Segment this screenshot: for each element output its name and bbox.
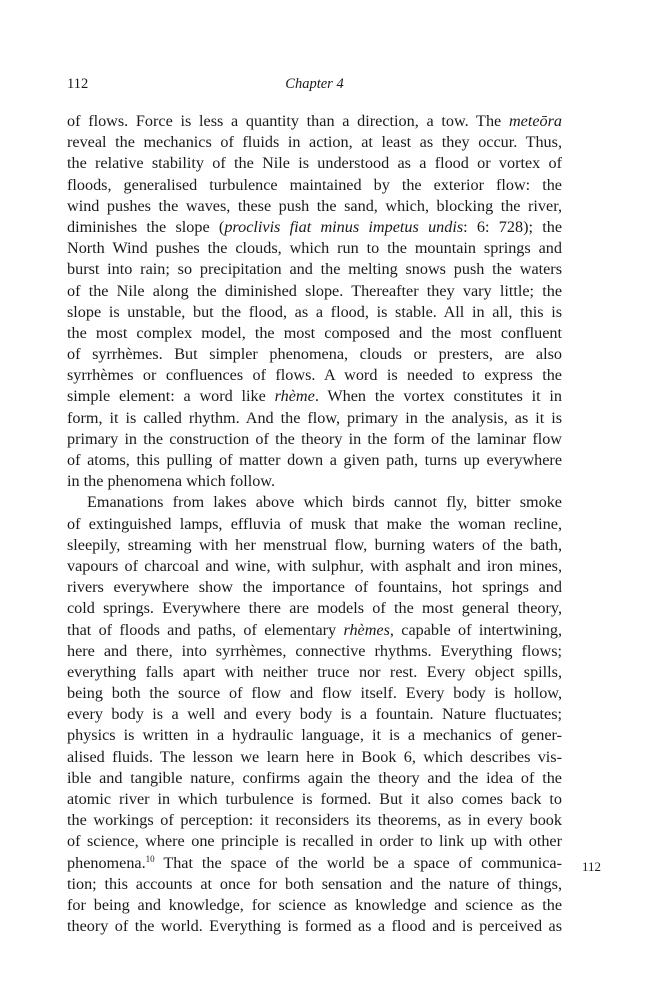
text-run: atomic river in which turbulence is formed. But it also comes back to	[67, 790, 562, 808]
text-line	[67, 641, 562, 662]
text-line	[67, 111, 562, 132]
text-line	[67, 259, 562, 280]
text-run: here and there, into syrrhèmes, connective rhythms. Everything flows;	[67, 641, 562, 660]
text-run: wind pushes the waves, these push the sand, which, blocking the river,	[67, 196, 562, 215]
italic-text: rhèmes	[343, 620, 390, 639]
text-line	[67, 386, 562, 407]
text-run: for being and knowledge, for science as knowledge and science as the	[67, 895, 562, 914]
text-run: form, it is called rhythm. And the flow, primary in the analysis, as it is	[67, 408, 562, 427]
text-run: ible and tangible nature, confirms again the theory and the idea of the	[67, 768, 562, 787]
text-run: Emanations from lakes above which birds cannot fly, bitter smoke	[87, 493, 562, 512]
text-run: . When the vortex constitutes it in	[314, 387, 562, 406]
text-line	[67, 365, 562, 386]
text-line	[67, 281, 562, 302]
page-header	[67, 76, 562, 96]
text-line	[67, 514, 562, 535]
italic-text: rhème	[274, 387, 315, 406]
text-run: of syrrhèmes. But simpler phenomena, clouds or presters, are also	[67, 345, 562, 364]
text-line	[67, 408, 562, 429]
text-line	[67, 747, 562, 768]
paragraph	[67, 492, 562, 937]
text-line	[67, 196, 562, 217]
text-line	[67, 704, 562, 725]
text-run: rivers everywhere show the importance of fountains, hot springs and	[67, 578, 562, 597]
margin-page-number: 112	[582, 859, 602, 874]
text-line	[67, 132, 562, 153]
text-run: theory of the world. Everything is formed as a flood and is perceived as	[67, 917, 562, 936]
text-line	[67, 620, 562, 641]
text-run: floods, generalised turbulence maintained by the exterior flow: the	[67, 175, 562, 194]
text-line	[67, 492, 562, 513]
text-run: of extinguished lamps, effluvia of musk that make the woman recline,	[67, 514, 562, 533]
text-line	[67, 853, 562, 874]
text-run: of flows. Force is less a quantity than a direction, a tow. The	[67, 112, 509, 130]
italic-text: proclivis fiat minus impetus undis	[224, 217, 464, 236]
text-line	[67, 153, 562, 174]
text-line	[67, 471, 562, 492]
text-run: the relative stability of the Nile is understood as a flood or vortex of	[67, 154, 562, 173]
footnote-marker: 10	[145, 853, 155, 864]
text-line	[67, 768, 562, 789]
text-line	[67, 831, 562, 852]
text-run: being both the source of flow and flow itself. Every body is hollow,	[67, 684, 562, 703]
text-line	[67, 344, 562, 365]
text-line	[67, 429, 562, 450]
paragraph	[67, 111, 562, 492]
text-run: in the phenomena which follow.	[67, 472, 275, 491]
text-run: : 6: 728); the	[463, 217, 563, 236]
text-line	[67, 323, 562, 344]
page-number: 112	[67, 76, 89, 92]
text-run: everything falls apart with neither truce nor rest. Every object spills,	[67, 662, 562, 681]
text-run: physics is written in a hydraulic language, it is a mechanics of gener-	[67, 726, 562, 745]
text-line	[67, 725, 562, 746]
text-line	[67, 810, 562, 831]
text-run: alised fluids. The lesson we learn here in Book 6, which describes vis-	[67, 747, 562, 766]
text-run: vapours of charcoal and wine, with sulphur, with asphalt and iron mines,	[67, 556, 562, 575]
text-line	[67, 683, 562, 704]
text-line	[67, 895, 562, 916]
body-text	[67, 111, 562, 937]
text-run: slope is unstable, but the flood, as a flood, is stable. All in all, this is	[67, 302, 562, 321]
text-run: sleepily, streaming with her menstrual flow, burning waters of the bath,	[67, 535, 562, 554]
text-line	[67, 175, 562, 196]
text-line	[67, 874, 562, 895]
text-line	[67, 535, 562, 556]
text-run: primary in the construction of the theory in the form of the laminar flow	[67, 429, 562, 448]
text-run: tion; this accounts at once for both sensation and the nature of things,	[67, 874, 562, 893]
text-line	[67, 450, 562, 471]
text-line	[67, 916, 562, 937]
text-run: the most complex model, the most composed and the most confluent	[67, 323, 562, 342]
text-run: , capable of intertwining,	[389, 620, 562, 639]
text-run: That the space of the world be a space of communica-	[154, 853, 562, 872]
text-line	[67, 238, 562, 259]
running-head: Chapter 4	[285, 76, 344, 92]
text-run: syrrhèmes or confluences of flows. A word is needed to express the	[67, 366, 562, 385]
text-line	[67, 577, 562, 598]
text-run: burst into rain; so precipitation and the melting snows push the waters	[67, 260, 562, 279]
text-run: North Wind pushes the clouds, which run to the mountain springs and	[67, 239, 562, 258]
italic-text: meteōra	[508, 112, 562, 130]
text-run: that of floods and paths, of elementary	[67, 620, 344, 639]
text-run: diminishes the slope (	[67, 217, 225, 236]
text-run: of the Nile along the diminished slope. Thereafter they vary little; the	[67, 281, 562, 300]
text-run: the workings of perception: it reconsiders its theorems, as in every book	[67, 811, 562, 830]
text-line	[67, 302, 562, 323]
text-run: phenomena.	[67, 853, 146, 872]
text-run: of atoms, this pulling of matter down a given path, turns up everywhere	[67, 451, 562, 469]
text-run: every body is a well and every body is a fountain. Nature fluctuates;	[67, 705, 562, 724]
text-line	[67, 598, 562, 619]
text-run: simple element: a word like	[67, 387, 275, 406]
text-line	[67, 556, 562, 577]
text-line	[67, 662, 562, 683]
text-line	[67, 217, 562, 238]
text-run: reveal the mechanics of fluids in action, at least as they occur. Thus,	[67, 133, 562, 152]
text-run: of science, where one principle is recalled in order to link up with other	[67, 832, 562, 851]
text-line	[67, 789, 562, 810]
text-run: cold springs. Everywhere there are models of the most general theory,	[67, 599, 562, 618]
